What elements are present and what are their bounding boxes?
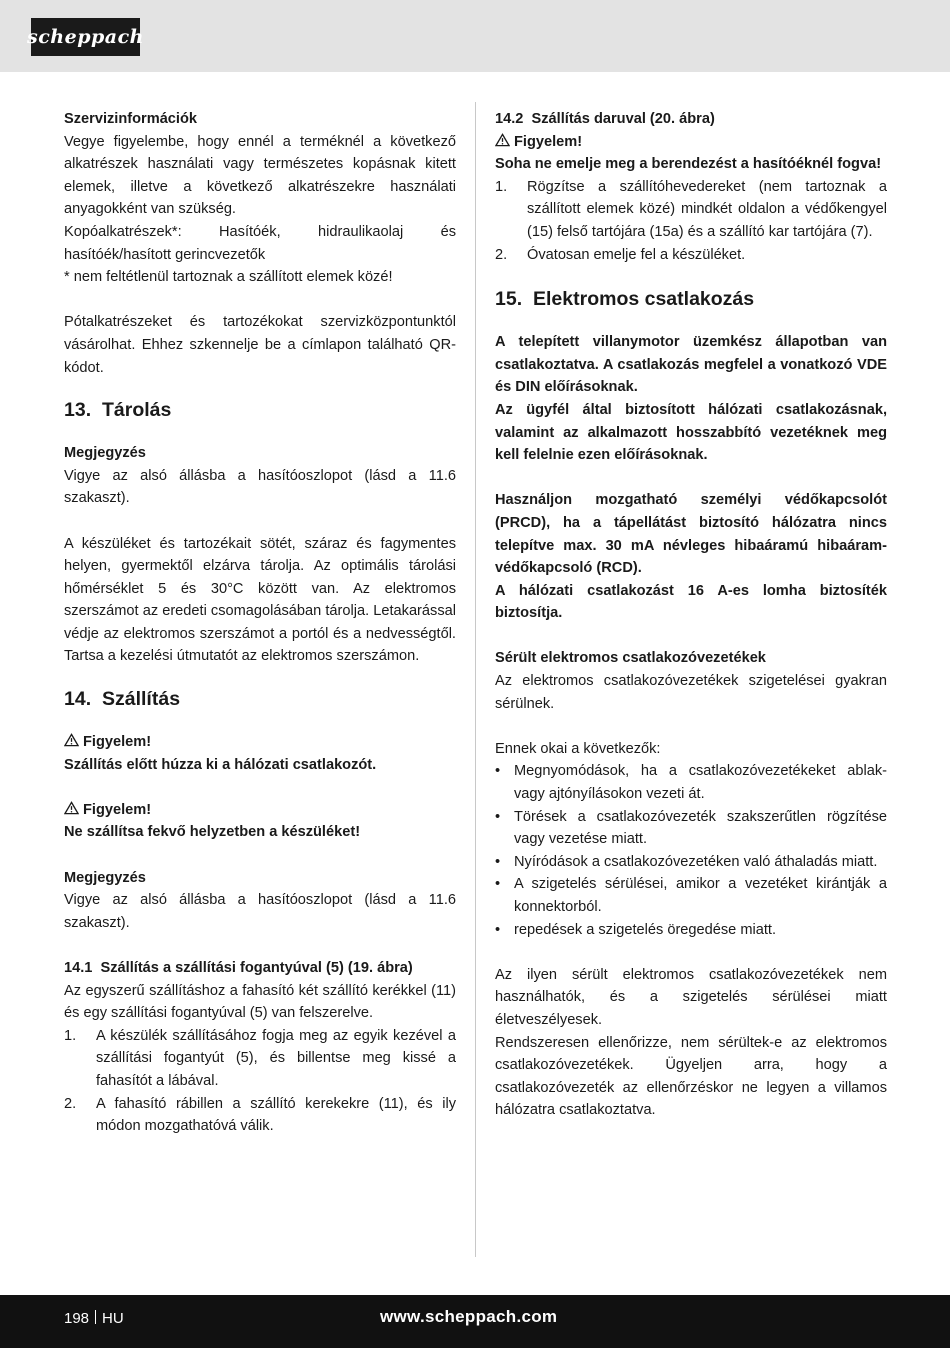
- warning-triangle-icon: [495, 133, 510, 147]
- subsection-14-2-list: [495, 176, 887, 266]
- warning-2-text: Ne szállítsa fekvő helyzetben a készüléket!: [64, 824, 361, 841]
- subsection-14-1-paragraph: Az egyszerű szállításhoz a fahasító két szállító kerékkel (11) és egy szállítási fogantyúval (5) van felszerelve.: [64, 982, 456, 1022]
- warning-3: [495, 131, 887, 154]
- column-divider: [475, 102, 476, 1257]
- list-item-text: Rögzítse a szállítóhevedereket (nem tartoznak a szállított elemek közé) mindkét oldalon a védőkengyel (15) felső tartójára (15a) és a szállító kar tartójára (7).: [527, 178, 887, 240]
- damaged-cables-paragraph: Az elektromos csatlakozóvezetékek szigetelései gyakran sérülnek.: [495, 673, 887, 712]
- bullet: •: [495, 921, 501, 938]
- list-item-text: Nyíródások a csatlakozóvezetéken való áthaladás miatt.: [514, 853, 878, 870]
- list-item: [495, 244, 887, 267]
- warning-2: [64, 799, 456, 822]
- note-1-text: Vigye az alsó állásba a hasítóoszlopot (lásd a 11.6 szakaszt).: [64, 467, 456, 507]
- section-14-number: 14.: [64, 688, 92, 711]
- list-item-text: A fahasító rábillen a szállító kerekekre (11), és ily módon mozgathatóvá válik.: [96, 1095, 456, 1135]
- warning-2-label: Figyelem!: [83, 801, 152, 818]
- subsection-14-1-list: [64, 1025, 456, 1138]
- subsection-14-2-heading: 14.2 Szállítás daruval (20. ábra): [495, 111, 715, 127]
- section-13-title: Tárolás: [102, 399, 172, 422]
- bullet: •: [495, 876, 501, 893]
- bullet: •: [495, 853, 501, 870]
- list-item-text: repedések a szigetelés öregedése miatt.: [514, 921, 777, 938]
- list-item: [495, 176, 887, 244]
- brand-logo: [27, 18, 144, 56]
- bullet: •: [495, 808, 501, 825]
- logo-text: scheppach: [27, 26, 144, 48]
- left-column: [64, 108, 456, 1138]
- list-item-number: 1.: [495, 178, 508, 195]
- section-13-number: 13.: [64, 399, 92, 422]
- damaged-cables-title: Sérült elektromos csatlakozóvezetékek: [495, 650, 766, 667]
- closing-paragraph-1: Az ilyen sérült elektromos csatlakozóvezetékek nem használhatók, és a szigetelés sérülései miatt életveszélyesek.: [495, 966, 887, 1028]
- service-paragraph-1: Vegye figyelembe, hogy ennél a terméknél a következő alkatrészek használati vagy természetes kopásnak kitett elemek, illetve a következő alkatrészekre használati anyagokként van szükség.: [64, 133, 456, 218]
- electrical-paragraph-4: A hálózati csatlakozást 16 A-es lomha biztosíték biztosítja.: [495, 582, 887, 622]
- warning-triangle-icon: [64, 733, 79, 747]
- list-item-text: A készülék szállításához fogja meg az egyik kezével a szállítási fogantyút (5), és billentse meg kissé a fahasítót a lábával.: [96, 1027, 456, 1089]
- warning-1-label: Figyelem!: [83, 734, 152, 751]
- list-item-number: 1.: [64, 1027, 77, 1044]
- list-item: [495, 760, 887, 805]
- list-item-text: Megnyomódások, ha a csatlakozóvezetékeket ablak- vagy ajtónyílásokon vezeti át.: [514, 763, 887, 803]
- list-item: [495, 851, 887, 874]
- page-separator: [95, 1310, 96, 1324]
- page-number: [64, 1309, 124, 1329]
- website-url: www.scheppach.com: [380, 1307, 558, 1326]
- reasons-intro: Ennek okai a következők:: [495, 740, 661, 757]
- note-1-title: Megjegyzés: [64, 445, 146, 462]
- language-code: HU: [102, 1310, 124, 1327]
- service-title: Szervizinformációk: [64, 111, 198, 127]
- page-number-value: 198: [64, 1310, 90, 1327]
- note-2-title: Megjegyzés: [64, 869, 146, 886]
- list-item-number: 2.: [64, 1095, 77, 1112]
- list-item: [495, 806, 887, 851]
- section-15-number: 15.: [495, 288, 523, 311]
- closing-paragraph-2: Rendszeresen ellenőrizze, nem sérültek-e az elektromos csatlakozóvezetékek. Ügyeljen arra, hogy a csatlakozóvezeték az ellenőrzéskor ne legyen a villamos hálózatra csatlakoztatva.: [495, 1034, 887, 1119]
- list-item: [495, 873, 887, 918]
- warning-1-text: Szállítás előtt húzza ki a hálózati csatlakozót.: [64, 756, 377, 773]
- subsection-14-1-heading: 14.1 Szállítás a szállítási fogantyúval (5) (19. ábra): [64, 960, 413, 976]
- section-13-heading: [64, 397, 456, 423]
- list-item: [495, 919, 887, 942]
- electrical-paragraph-2: Az ügyfél által biztosított hálózati csatlakozásnak, valamint az alkalmazott hosszabbító vezetéknek meg kell felelnie ezen előírásoknak.: [495, 401, 887, 464]
- service-paragraph-4: Pótalkatrészeket és tartozékokat szervizközpontunktól vásárolhat. Ehhez szkennelje be a címlapon található QR-kódot.: [64, 314, 456, 376]
- reasons-list: [495, 760, 887, 941]
- list-item-text: Törések a csatlakozóvezeték szakszerűtlen rögzítése vagy vezetése miatt.: [514, 808, 887, 848]
- warning-3-text: Soha ne emelje meg a berendezést a hasítóéknél fogva!: [495, 156, 882, 173]
- bullet: •: [495, 763, 501, 780]
- electrical-paragraph-1: A telepített villanymotor üzemkész állapotban van csatlakoztatva. A csatlakozás megfelel a vonatkozó VDE és DIN előírásoknak.: [495, 334, 887, 396]
- warning-3-label: Figyelem!: [514, 133, 583, 150]
- section-14-title: Szállítás: [102, 688, 181, 711]
- section-14-heading: [64, 686, 456, 712]
- list-item-text: A szigetelés sérülései, amikor a vezetéket kirántják a konnektorból.: [514, 876, 887, 915]
- list-item-number: 2.: [495, 246, 508, 263]
- warning-triangle-icon: [64, 801, 79, 815]
- service-paragraph-2: Kopóalkatrészek*: Hasítóék, hidraulikaolaj és hasítóék/hasított gerincvezetők: [64, 223, 456, 263]
- right-column: [495, 108, 887, 1122]
- electrical-paragraph-3: Használjon mozgatható személyi védőkapcsolót (PRCD), ha a tápellátást biztosító hálózatra nincs telepítve max. 30 mA névleges hibaáramú hibaáram-védőkapcsoló (RCD).: [495, 492, 887, 577]
- service-paragraph-3: * nem feltétlenül tartoznak a szállított elemek közé!: [64, 269, 393, 286]
- note-2-text: Vigye az alsó állásba a hasítóoszlopot (lásd a 11.6 szakaszt).: [64, 892, 456, 931]
- section-15-title: Elektromos csatlakozás: [533, 288, 755, 311]
- list-item: [64, 1025, 456, 1093]
- list-item-text: Óvatosan emelje fel a készüléket.: [527, 246, 746, 263]
- storage-paragraph: A készüléket és tartozékait sötét, száraz és fagymentes helyen, gyermektől elzárva tárolja. Az optimális tárolási hőmérséklet 5 és 30°C között van. Az elektromos szerszámot az eredeti csomagolásában tárolja. Letakarással védje az elektromos szerszámot a portól és a nedvességtől. Tartsa a kezelési útmutatót az elektromos szerszámon.: [64, 535, 456, 665]
- warning-1: [64, 731, 456, 754]
- section-15-heading: [495, 286, 887, 312]
- list-item: [64, 1093, 456, 1138]
